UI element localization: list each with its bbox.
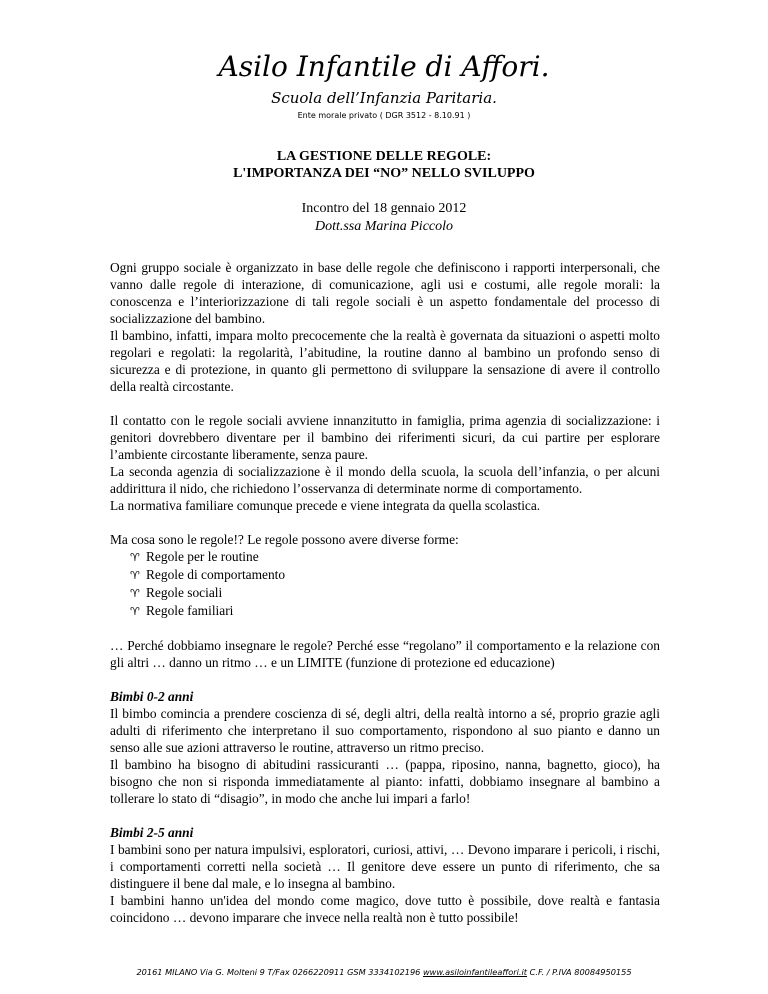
school-legal-status: Ente morale privato ( DGR 3512 - 8.10.91 ) — [297, 111, 471, 120]
document-title — [0, 148, 768, 182]
school-subtitle: Scuola dell’Infanzia Paritaria. — [271, 89, 497, 107]
paragraph: … Perché dobbiamo insegnare le regole? Perché esse “regolano” il comportamento e la relazione con gli altri … danno un ritmo … e un LIMITE (funzione di protezione ed educazione) — [110, 638, 660, 670]
meeting-date: Incontro del 18 gennaio 2012 — [301, 201, 467, 216]
meeting-info — [0, 200, 768, 236]
rules-list — [110, 548, 660, 620]
footer-address: 20161 MILANO Via G. Molteni 9 T/Fax 0266220911 GSM 3334102196 — [136, 967, 423, 977]
paragraph: La seconda agenzia di socializzazione è il mondo della scuola, la scuola dell’infanzia, o per alcuni addirittura il nido, che richiedono l’osservanza di determinate norme di comportamento. — [110, 464, 660, 496]
bullet-icon: ♈ — [130, 605, 140, 618]
document-body — [110, 259, 660, 926]
paragraph: La normativa familiare comunque precede e viene integrata da quella scolastica. — [110, 498, 541, 513]
list-item-label: Regole sociali — [146, 585, 223, 600]
paragraph: I bambini hanno un'idea del mondo come magico, dove tutto è possibile, dove realtà e fantasia coincidono … devono imparare che invece nella realtà non è tutto possibile! — [110, 893, 660, 925]
document-title-line-1: LA GESTIONE DELLE REGOLE: — [276, 149, 492, 164]
footer-tax-code: C.F. / P.IVA 80084950155 — [527, 967, 632, 977]
paragraph: Ogni gruppo sociale è organizzato in base delle regole che definiscono i rapporti interpersonali, che vanno dalle regole di interazione, di comunicazione, agli usi e costumi, alle regole morali: la conoscenza e l’interiorizzazione di tali regole sociali è un aspetto fondamentale del processo di socializzazione del bambino. — [110, 260, 660, 326]
page-footer — [0, 966, 768, 978]
bullet-icon: ♈ — [130, 569, 140, 582]
paragraph: Ma cosa sono le regole!? Le regole possono avere diverse forme: — [110, 532, 459, 547]
section-heading: Bimbi 0-2 anni — [110, 689, 194, 704]
list-item — [130, 602, 660, 620]
website-link[interactable]: www.asiloinfantileaffori.it — [422, 967, 528, 977]
paragraph: Il bimbo comincia a prendere coscienza di sé, degli altri, della realtà intorno a sé, proprio grazie agli adulti di riferimento che interpretano il suo comportamento, rispondono al suo pianto e danno un senso alle sue azioni attraverso le routine, attraverso un ritmo preciso. — [110, 706, 660, 755]
bullet-icon: ♈ — [130, 551, 140, 564]
section-heading: Bimbi 2-5 anni — [110, 825, 194, 840]
school-name: Asilo Infantile di Affori. — [218, 50, 550, 83]
list-item-label: Regole familiari — [146, 603, 234, 618]
document-title-line-2: L'IMPORTANZA DEI “NO” NELLO SVILUPPO — [233, 166, 535, 181]
list-item-label: Regole per le routine — [146, 549, 259, 564]
list-item — [130, 548, 660, 566]
list-item — [130, 584, 660, 602]
paragraph: Il bambino ha bisogno di abitudini rassicuranti … (pappa, riposino, nanna, bagnetto, gioco), ha bisogno che non si risponda immediatamente al pianto: infatti, dobbiamo insegnare al bambino a tollerare lo stato di “disagio”, in modo che anche lui impari a farlo! — [110, 757, 660, 806]
list-item-label: Regole di comportamento — [146, 567, 286, 582]
bullet-icon: ♈ — [130, 587, 140, 600]
list-item — [130, 566, 660, 584]
paragraph: Il contatto con le regole sociali avviene innanzitutto in famiglia, prima agenzia di socializzazione: i genitori dovrebbero diventare per il bambino dei riferimenti sicuri, da cui partire per esplorare l’ambiente circostante liberamente, senza paure. — [110, 413, 660, 462]
author-name: Dott.ssa Marina Piccolo — [314, 219, 454, 234]
paragraph: Il bambino, infatti, impara molto precocemente che la realtà è governata da situazioni o aspetti molto regolari e regolati: la regolarità, l’abitudine, la routine danno al bambino un profondo senso di sicurezza e di protezione, in quanto gli permettono di sviluppare la sensazione di avere il controllo della realtà circostante. — [110, 328, 660, 394]
paragraph: I bambini sono per natura impulsivi, esploratori, curiosi, attivi, … Devono imparare i pericoli, i rischi, i comportamenti corretti nella società … Il genitore deve essere un punto di riferimento, che sa distinguere il bene dal male, e lo insegna al bambino. — [110, 842, 660, 891]
